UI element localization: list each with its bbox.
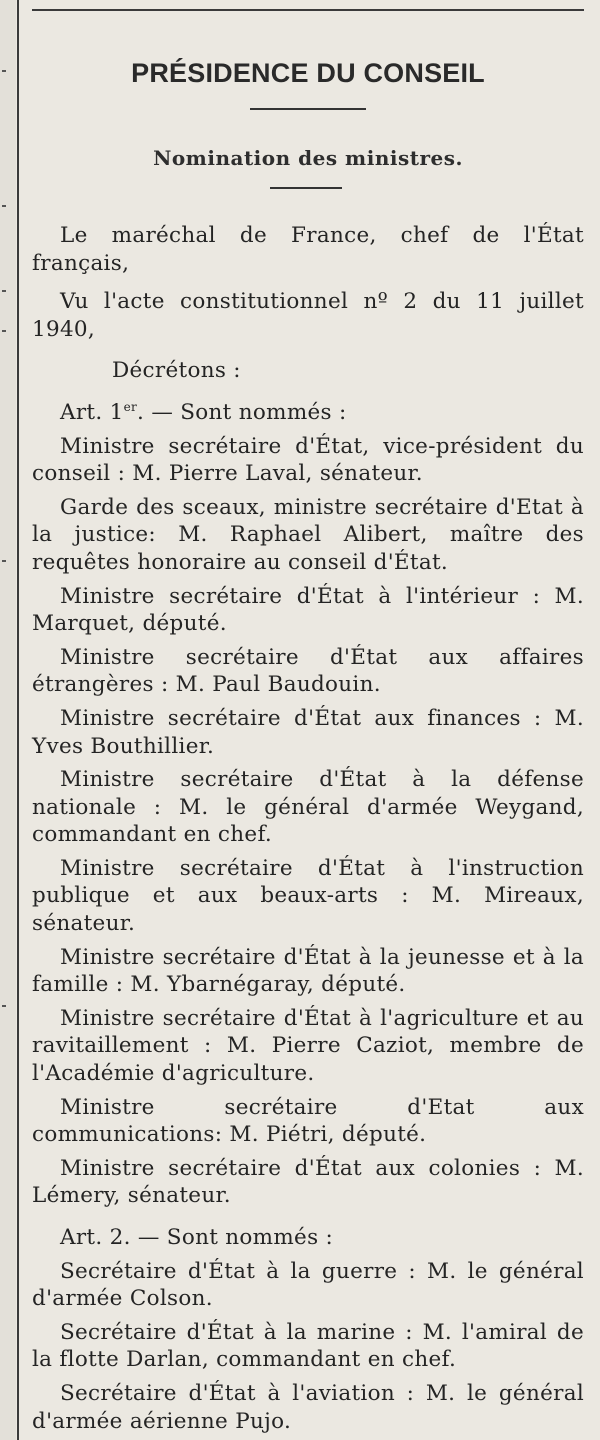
column-rule-top	[32, 9, 584, 11]
appointment-item: Ministre secrétaire d'État, vice-président du conseil : M. Pierre Laval, sénateur.	[32, 433, 584, 487]
appointment-item: Ministre secrétaire d'État aux colonies : M. Lémery, sénateur.	[32, 1155, 584, 1209]
margin-mark	[2, 560, 6, 562]
appointment-item: Ministre secrétaire d'État à l'intérieur : M. Marquet, député.	[32, 583, 584, 637]
appointment-item: Ministre secrétaire d'Etat aux communications: M. Piétri, député.	[32, 1094, 584, 1148]
column-rule-vertical	[17, 0, 19, 1440]
appointment-item: Ministre secrétaire d'État aux finances : M. Yves Bouthillier.	[32, 705, 584, 759]
decree-word: Décrétons :	[112, 358, 241, 384]
section-subheading: Nomination des ministres.	[153, 146, 463, 170]
appointment-item: Ministre secrétaire d'État à la jeunesse et à la famille : M. Ybarnégaray, député.	[32, 944, 584, 998]
section-heading: PRÉSIDENCE DU CONSEIL	[131, 58, 485, 88]
preamble-line: Le maréchal de France, chef de l'État français,	[32, 223, 584, 276]
article-2-label: Art. 2. — Sont nommés :	[60, 1225, 334, 1250]
margin-mark	[2, 70, 6, 72]
article-1-label-tail: . — Sont nommés :	[137, 399, 347, 425]
appointment-item: Ministre secrétaire d'État à la défense nationale : M. le général d'armée Weygand, commandant en chef.	[32, 767, 584, 848]
article-1-label-text: Art. 1	[60, 399, 124, 425]
left-margin	[0, 0, 16, 1440]
article-1-label	[32, 399, 584, 427]
margin-mark	[2, 290, 6, 292]
margin-mark	[2, 330, 6, 332]
appointment-item: Secrétaire d'État à la marine : M. l'amiral de la flotte Darlan, commandant en chef.	[32, 1319, 584, 1373]
preamble-line: Vu l'acte constitutionnel nº 2 du 11 juillet 1940,	[32, 289, 584, 342]
appointment-item: Ministre secrétaire d'État aux affaires étrangères : M. Paul Baudouin.	[32, 644, 584, 698]
article-1-label-sup: er	[123, 399, 138, 414]
subheading-separator	[270, 187, 342, 189]
appointment-item: Garde des sceaux, ministre secrétaire d'Etat à la justice: M. Raphael Alibert, maître des requêtes honoraire au conseil d'État.	[32, 494, 584, 575]
appointment-item: Ministre secrétaire d'État à l'agriculture et au ravitaillement : M. Pierre Caziot, membre de l'Académie d'agriculture.	[32, 1005, 584, 1087]
appointment-item: Secrétaire d'État à la guerre : M. le général d'armée Colson.	[32, 1258, 584, 1312]
appointment-item: Ministre secrétaire d'État à l'instruction publique et aux beaux-arts : M. Mireaux, sénateur.	[32, 855, 584, 937]
margin-mark	[2, 205, 6, 207]
heading-separator	[250, 108, 366, 110]
margin-mark	[2, 1005, 6, 1007]
appointment-item: Secrétaire d'État à l'aviation : M. le général d'armée aérienne Pujo.	[32, 1380, 584, 1434]
decree-body	[32, 222, 584, 1435]
